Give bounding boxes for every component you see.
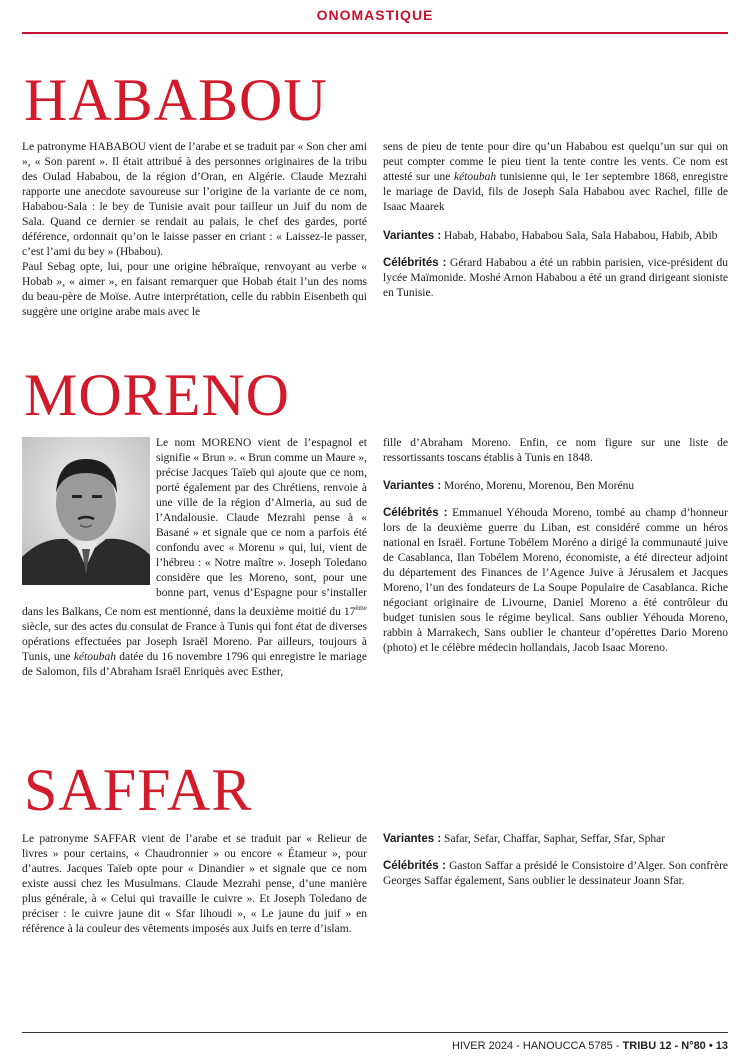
saffar-column-1: [22, 832, 367, 937]
variants-label: Variantes :: [383, 480, 442, 492]
magazine-page-number: TRIBU 12 - N°80 • 13: [622, 1040, 728, 1052]
hababou-paragraph-2: Paul Sebag opte, lui, pour une origine hébraïque, renvoyant au verbe « Hobab », « aimer », en faisant remarquer que Hobab était l’un des noms du beau-père de Moïse. Autre interprétation, celle du rabbin Eisenbeth qui suggère une origine arabe mais avec le: [22, 261, 367, 318]
saffar-column-2: [383, 832, 728, 889]
saffar-paragraph-1: Le patronyme SAFFAR vient de l’arabe et se traduit par « Relieur de livres » pour certains, « Chaudronnier » ou encore « Étameur », pour d’autres. Jacques Taïeb opte pour « Dinandier » et signale que ce nom existe aussi chez les Musulmans. Claude Mezrahi pense, d’une manière plus générale, à « Celui qui travaille le cuivre ». Et Joseph Toledano de préciser : le cuivre jaune dit « Sfar lihoudi », « Le jaune du juif » en référence à la couleur des vêtements imposés aux Juifs en terre d’islam.: [22, 833, 367, 935]
celebrities-label: Célébrités :: [383, 257, 447, 269]
saffar-variants: Variantes : Safar, Sefar, Chaffar, Saphar, Seffar, Sfar, Sphar: [383, 833, 666, 845]
hababou-column-2: [383, 140, 728, 301]
hababou-column-1: [22, 140, 367, 320]
moreno-column-1: [22, 436, 367, 680]
moreno-paragraph-1: Le nom MORENO vient de l’espagnol et signifie « Brun ». « Brun comme un Maure », précise Jacques Taïeb qui ajoute que ce nom, porté également par des Chrétiens, renvoie à une ville de la région d’Almeria, au sud de l’Andalousie. Claude Mezrahi pense à « Basané » et signale que ce nom a parfois été confondu avec « Morenu » qui, lui, vient de l’hébreu : « Notre maître ». Joseph Toledano considère que les Moreno, sont, pour une bonne part, venus d’Espagne pour s’installer dans les Balkans, Ce nom est mentionné, dans la deuxième moitié du 17ème siècle, sur des actes du consulat de France à Tunis qui font état de diverses opérations effectuées par Joseph Israël Moreno. Par ailleurs, toujours à Tunis, une kétoubah datée du 16 novembre 1796 qui enregistre le mariage de Salomon, fils d’Abraham Israël Enriquès avec Esther,: [22, 437, 367, 678]
moreno-column-2: [383, 436, 728, 656]
issue-info: HIVER 2024 - HANOUCCA 5785 -: [451, 1040, 623, 1052]
surname-title-moreno: MORENO: [24, 362, 291, 428]
moreno-variants: Variantes : Moréno, Morenu, Morenou, Ben Morénu: [383, 480, 635, 492]
hababou-paragraph-3: sens de pieu de tente pour dire qu’un Hababou est quelqu’un sur qui on peut compter comme le pieu tient la tente contre les vents. Ce nom est attesté sur une kétoubah tunisienne qui, le 1er septembre 1868, enregistre le mariage de David, fils de Joseph Sala Hababou avec Rachel, fille de Isaac Maarek: [383, 141, 728, 213]
footer-divider: [22, 1032, 728, 1033]
surname-title-saffar: SAFFAR: [24, 757, 253, 823]
section-header: [22, 0, 728, 34]
variants-label: Variantes :: [383, 833, 442, 845]
page-footer: [452, 1040, 728, 1052]
celebrities-label: Célébrités :: [383, 860, 446, 872]
celebrities-label: Célébrités :: [383, 507, 448, 519]
variants-label: Variantes :: [383, 230, 442, 242]
moreno-paragraph-2: fille d’Abraham Moreno. Enfin, ce nom figure sur une liste de ressortissants toscans établis à Tunis en 1848.: [383, 437, 728, 464]
hababou-celebrities: Célébrités : Gérard Hababou a été un rabbin parisien, vice-président du lycée Maïmonide. Moshé Arnon Hababou a été un grand dirigeant sioniste en Tunisie.: [383, 257, 728, 299]
moreno-celebrities: Célébrités : Emmanuel Yéhouda Moreno, tombé au champ d’honneur lors de la deuxième guerre du Liban, est considéré comme un héros national en Israël. Fortune Tobélem Moréno a dirigé la communauté juive de Casablanca, Ilan Tobélem Moreno, économiste, a été directeur adjoint du département des Finances de l’Agence Juive à Jérusalem et Jacques Moreno, l’un des fondateurs de La Soupe Populaire de Casablanca. Riche négociant originaire de Livourne, Daniel Moreno a été contrôleur du budget tunisien sous le régime beylical. Sans oublier Yéhouda Moreno, rabbin à Marrakech, Sans oublier le chanteur d’opérettes Dario Moreno (photo) et le célèbre médecin hollandais, Jacob Isaac Moreno.: [383, 507, 728, 654]
hababou-variants: Variantes : Habab, Hababo, Hababou Sala, Sala Hababou, Habib, Abib: [383, 230, 718, 242]
section-title: ONOMASTIQUE: [316, 7, 434, 23]
hababou-paragraph-1: Le patronyme HABABOU vient de l’arabe et se traduit par « Son cher ami », « Son parent ». Il était attribué à des personnes originaires de la tribu des Oulad Hababou, de la région d’Oran, en Algérie. Claude Mezrahi rapporte une anecdote savoureuse sur l’origine de la variante de ce nom, Hababou-Sala : le bey de Tunisie avait pour tailleur un Juif du nom de Sala. Quand ce dernier se rendait au palais, le chef des gardes, porté déférence, ordonnait qu’on le laisse passer en criant : « Laissez-le passer, c’est l’ami du bey » (Hbabou).: [22, 141, 367, 258]
saffar-celebrities: Célébrités : Gaston Saffar a présidé le Consistoire d’Alger. Son confrère Georges Saffar également, Sans oublier le dessinateur Joann Sfar.: [383, 860, 728, 887]
surname-title-hababou: HABABOU: [24, 67, 328, 133]
